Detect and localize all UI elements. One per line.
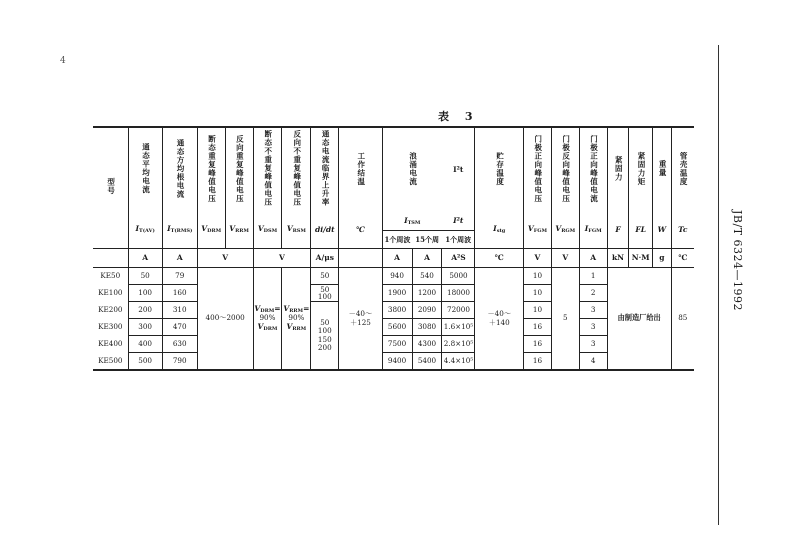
- unit-weight: g: [653, 249, 672, 268]
- header-v-fgm: 门极正向峰值电压: [524, 127, 552, 212]
- cell-didt-block: 50 100 150 200: [311, 302, 339, 371]
- cell-i2t: 4.4×10⁵: [442, 353, 475, 371]
- unit-i-avg: A: [128, 249, 162, 268]
- cell-case-temp-value: 85: [671, 268, 694, 371]
- header-v-rrm: 反向重复峰值电压: [225, 127, 253, 212]
- header-didt: 通态电流临界上升率: [311, 127, 339, 212]
- cell-surge-15: 540: [412, 268, 442, 285]
- header-case-temp: 管壳温度: [671, 127, 694, 212]
- cell-i2t: 1.6×10⁵: [442, 319, 475, 336]
- cell-model: KE300: [98, 321, 123, 331]
- cell-i-rms: 790: [162, 353, 197, 371]
- symbol-v-dsm: $V_{DSM}$: [253, 212, 282, 249]
- cell-model: KE500: [93, 353, 128, 371]
- unit-clamp-f: kN: [607, 249, 629, 268]
- symbol-v-rgm: $V_{RGM}$: [551, 212, 579, 249]
- header-temp-op: 工作结温: [339, 127, 382, 212]
- label-one-cycle-i2t: 1个周波: [442, 230, 475, 248]
- cell-v-rsm-formula: $V_{RRM}=$ 90% $V_{RRM}$: [282, 268, 311, 371]
- cell-v-rgm-value: 5: [551, 268, 579, 371]
- header-model: 型号: [93, 127, 128, 249]
- cell-i-avg: 100: [128, 285, 162, 302]
- cell-i2t: 5000: [442, 268, 475, 285]
- symbol-temp-op: ℃: [339, 212, 382, 249]
- cell-surge-1: 3800: [382, 302, 412, 319]
- cell-surge-15: 3080: [412, 319, 442, 336]
- symbol-v-drm: $V_{DRM}$: [197, 212, 225, 249]
- unit-temp-op: [339, 249, 382, 268]
- header-i-rms: 通态方均根电流: [162, 127, 197, 212]
- unit-didt: A/μs: [311, 249, 339, 268]
- page-mark: 4: [60, 56, 66, 66]
- cell-i2t: 18000: [442, 285, 475, 302]
- cell-i-fgm: 3: [579, 336, 607, 353]
- cell-surge-1: 7500: [382, 336, 412, 353]
- cell-i-rms: 470: [162, 319, 197, 336]
- cell-surge-15: 2090: [412, 302, 442, 319]
- unit-i2t: A²S: [442, 249, 475, 268]
- cell-i-avg: 200: [128, 302, 162, 319]
- header-clamp-f: 紧固力: [607, 127, 629, 212]
- standard-id: JB/T 6324—1992: [731, 210, 744, 312]
- header-surge: 浪涌电流: [382, 127, 442, 212]
- unit-v-fgm: V: [524, 249, 552, 268]
- cell-i-rms: 630: [162, 336, 197, 353]
- header-weight: 重量: [653, 127, 672, 212]
- cell-i-fgm: 3: [579, 319, 607, 336]
- cell-v-fgm: 10: [524, 302, 552, 319]
- cell-surge-1: 940: [382, 268, 412, 285]
- symbol-weight: W: [653, 212, 672, 249]
- cell-model: KE200: [98, 304, 123, 314]
- header-v-drm: 断态重复峰值电压: [197, 127, 225, 212]
- cell-temp-op-range: －40～ ＋125: [339, 268, 382, 371]
- cell-i2t: 2.8×10⁵: [442, 336, 475, 353]
- cell-i-fgm: 3: [579, 302, 607, 319]
- cell-didt: 50: [311, 268, 339, 285]
- unit-v-rep: V: [197, 249, 253, 268]
- unit-surge-1: A: [382, 249, 412, 268]
- cell-surge-1: 5600: [382, 319, 412, 336]
- symbol-v-fgm: $V_{FGM}$: [524, 212, 552, 249]
- cell-i-fgm: 4: [579, 353, 607, 371]
- cell-v-fgm: 16: [524, 353, 552, 371]
- cell-v-fgm: 10: [524, 268, 552, 285]
- cell-i-rms: 160: [162, 285, 197, 302]
- symbol-clamp-f: F: [607, 212, 629, 249]
- cell-v-rep-range: 400～2000: [197, 268, 253, 371]
- cell-surge-1: 9400: [382, 353, 412, 371]
- cell-i-avg: 50: [128, 268, 162, 285]
- symbol-i-rms: $I_{T(RMS)}$: [162, 212, 197, 249]
- cell-i-fgm: 1: [579, 268, 607, 285]
- margin-rule: [718, 45, 719, 525]
- symbol-clamp-t: FL: [629, 212, 653, 249]
- table-title: 表 3: [438, 110, 479, 123]
- label-one-cycle: 1个周波: [384, 235, 411, 244]
- cell-model: KE50: [100, 271, 121, 281]
- cell-surge-1: 1900: [382, 285, 412, 302]
- cell-didt: 50 100: [311, 285, 339, 302]
- symbol-v-rsm: $V_{RSM}$: [282, 212, 311, 249]
- cell-surge-15: 5400: [412, 353, 442, 371]
- spec-table-wrapper: [93, 126, 694, 371]
- unit-model: [93, 249, 128, 268]
- symbol-surge: $I_{TSM}$ 1个周波 15个周: [382, 212, 442, 249]
- cell-surge-15: 4300: [412, 336, 442, 353]
- cell-i2t: 72000: [442, 302, 475, 319]
- symbol-didt: di/dt: [311, 212, 339, 249]
- cell-v-fgm: 16: [524, 336, 552, 353]
- unit-surge-15: A: [412, 249, 442, 268]
- cell-i-rms: 310: [162, 302, 197, 319]
- cell-v-dsm-formula: $V_{DRM}=$ 90% $V_{DRM}$: [253, 268, 282, 371]
- header-v-dsm: 断态不重复峰值电压: [253, 127, 282, 212]
- symbol-i2t: I²t 1个周波: [442, 212, 475, 249]
- header-clamp-t: 紧固力矩: [629, 127, 653, 212]
- cell-i-avg: 400: [128, 336, 162, 353]
- unit-temp-store: ℃: [475, 249, 524, 268]
- header-v-rgm: 门极反向峰值电压: [551, 127, 579, 212]
- symbol-i-fgm: $I_{FGM}$: [579, 212, 607, 249]
- symbol-i-avg: $I_{T(AV)}$: [128, 212, 162, 249]
- unit-clamp-t: N·M: [629, 249, 653, 268]
- cell-i-rms: 79: [162, 268, 197, 285]
- unit-v-rgm: V: [551, 249, 579, 268]
- unit-i-fgm: A: [579, 249, 607, 268]
- label-fifteen-cycles: 15个周: [415, 235, 439, 244]
- unit-v-nonrep: V: [253, 249, 311, 268]
- cell-i-avg: 500: [128, 353, 162, 371]
- cell-v-fgm: 10: [524, 285, 552, 302]
- cell-model: KE100: [98, 287, 123, 297]
- cell-surge-15: 1200: [412, 285, 442, 302]
- header-v-rsm: 反向不重复峰值电压: [282, 127, 311, 212]
- unit-case-temp: ℃: [671, 249, 694, 268]
- symbol-temp-store: $I_{stg}$: [475, 212, 524, 249]
- cell-clamp-note: 由制造厂给出: [607, 268, 671, 371]
- unit-i-rms: A: [162, 249, 197, 268]
- header-i2t: I²t: [442, 127, 475, 212]
- symbol-case-temp: Tc: [671, 212, 694, 249]
- header-i-avg: 通态平均电流: [128, 127, 162, 212]
- header-i-fgm: 门极正向峰值电流: [579, 127, 607, 212]
- symbol-v-rrm: $V_{RRM}$: [225, 212, 253, 249]
- spec-table: [93, 126, 694, 371]
- cell-v-fgm: 16: [524, 319, 552, 336]
- header-temp-store: 贮存温度: [475, 127, 524, 212]
- cell-temp-store-range: －40～ ＋140: [475, 268, 524, 371]
- cell-i-fgm: 2: [579, 285, 607, 302]
- cell-model: KE400: [98, 338, 123, 348]
- cell-i-avg: 300: [128, 319, 162, 336]
